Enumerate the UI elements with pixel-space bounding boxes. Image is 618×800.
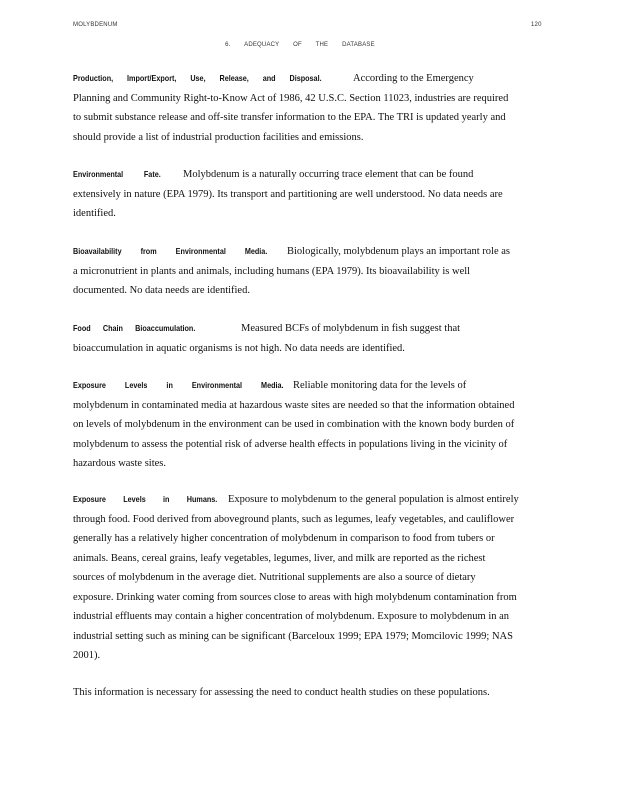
section-environmental-fate <box>73 165 563 224</box>
section-production <box>73 69 563 147</box>
body-text-line: exposure. Drinking water coming from sources close to areas with high molybdenum contamination from <box>73 591 517 603</box>
body-text-line: identified. <box>73 208 116 219</box>
body-text-line: molybdenum to assess the potential risk of adverse health effects in populations living in the vicinity of <box>73 438 508 450</box>
section-heading: Food Chain Bioaccumulation. <box>73 323 196 333</box>
body-text-line: extensively in nature (EPA 1979). Its transport and partitioning are well understood. No data needs are <box>73 188 503 200</box>
section-heading: Exposure Levels in Environmental Media. <box>73 380 284 390</box>
body-text-line: 2001). <box>73 650 101 661</box>
body-text-line: a micronutrient in plants and animals, including humans (EPA 1979). Its bioavailability is well <box>73 265 471 277</box>
body-text-line: to submit substance release and off-site transfer information to the EPA. The TRI is updated yearly and <box>73 112 506 123</box>
body-text-line: documented. No data needs are identified. <box>73 285 250 296</box>
section-closing-statement <box>73 683 563 703</box>
chapter-heading: 6. ADEQUACY OF THE DATABASE <box>225 42 375 48</box>
body-text-line: should provide a list of industrial production facilities and emissions. <box>73 131 364 143</box>
body-text-line: generally has a relatively higher concentration of molybdenum in comparison to food from tubers or <box>73 533 495 544</box>
body-text-line: This information is necessary for assessing the need to conduct health studies on these populations. <box>73 687 490 698</box>
section-heading: Bioavailability from Environmental Media. <box>73 246 268 256</box>
body-text-line: on levels of molybdenum in the environment can be used in combination with the known body burden of <box>73 419 515 430</box>
body-text-line: Exposure to molybdenum to the general population is almost entirely <box>228 494 519 505</box>
body-text-line: Measured BCFs of molybdenum in fish suggest that <box>241 323 461 334</box>
page-number: 120 <box>531 22 542 28</box>
body-text-line: bioaccumulation in aquatic organisms is not high. No data needs are identified. <box>73 342 405 354</box>
body-text-line: through food. Food derived from aboveground plants, such as legumes, leafy vegetables, and cauliflower <box>73 513 515 525</box>
body-text-line: sources of molybdenum in the average diet. Nutritional supplements are also a source of dietary <box>73 572 476 583</box>
section-food-chain <box>73 319 563 358</box>
body-text-line: hazardous waste sites. <box>73 458 167 469</box>
body-text-line: Molybdenum is a naturally occurring trace element that can be found <box>183 169 474 180</box>
section-exposure-environmental <box>73 376 563 474</box>
body-text-line: industrial effluents may contain a higher concentration of molybdenum. Exposure to molybdenum in an <box>73 611 510 622</box>
body-text-line: molybdenum in contaminated media at hazardous waste sites are needed so that the information obtained <box>73 399 515 411</box>
body-text-line: animals. Beans, cereal grains, leafy vegetables, legumes, liver, and milk are reported as the richest <box>73 552 486 564</box>
body-text-line: According to the Emergency <box>353 73 474 84</box>
section-heading: Environmental Fate. <box>73 169 161 179</box>
body-text-line: Reliable monitoring data for the levels of <box>293 380 467 391</box>
body-text-line: Biologically, molybdenum plays an important role as <box>287 246 510 257</box>
section-heading: Exposure Levels in Humans. <box>73 494 218 504</box>
section-exposure-humans <box>73 490 563 666</box>
section-heading: Production, Import/Export, Use, Release, and Disposal. <box>73 73 322 83</box>
section-bioavailability <box>73 242 563 301</box>
body-text-line: industrial setting such as mining can be significant (Barceloux 1999; EPA 1979; Momcilovic 1999; NAS <box>73 630 513 642</box>
body-text-line: Planning and Community Right-to-Know Act of 1986, 42 U.S.C. Section 11023, industries are required <box>73 92 509 104</box>
running-header-title: MOLYBDENUM <box>73 22 118 28</box>
